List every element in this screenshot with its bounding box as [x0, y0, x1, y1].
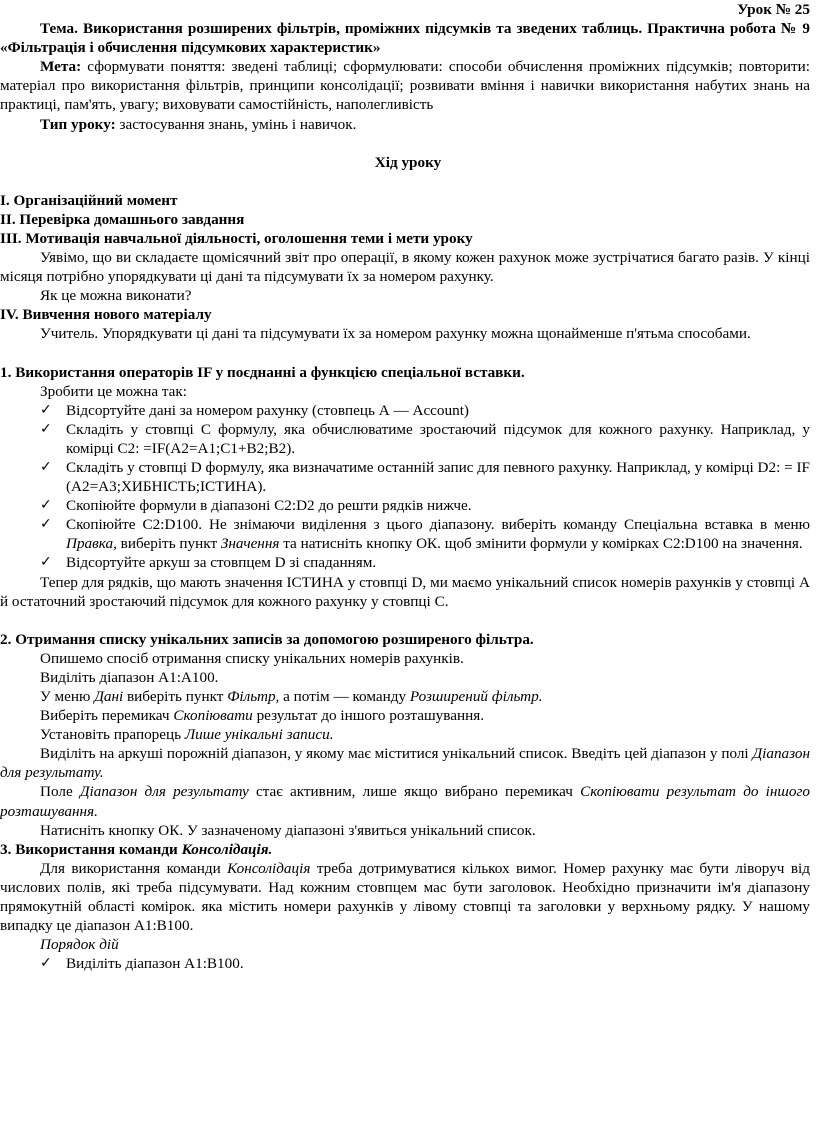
command-name: Розширений фільтр. [409, 688, 543, 705]
checkmark-icon: ✓ [40, 554, 52, 571]
menu-item-name: Значення [220, 535, 280, 553]
section-2-line-6 [0, 744, 816, 782]
stage-3-question: Як це можна виконати? [40, 287, 192, 305]
list-item-text: Скопіюйте формули в діапазоні C2:D2 до решти рядків нижче. [66, 497, 472, 515]
topic-text: Використання розширених фільтрів, проміжних підсумків та зведених таблиць. Практична робота № 9 «Фільтрація і обчислення підсумкових характеристик» [0, 20, 811, 57]
field-name: Діапазон для результату. [0, 745, 810, 782]
lesson-type-label: Тип уроку: [40, 115, 116, 133]
switch-name: Скопіювати [173, 707, 253, 725]
section-1-steps [0, 401, 816, 573]
list-item-text: Відсортуйте дані за номером рахунку (стовпець А — Account) [66, 401, 469, 419]
menu-item-name: Фільтр, [227, 688, 280, 705]
spacer [0, 172, 816, 191]
section-2-line-1: Опишемо спосіб отримання списку унікальних номерів рахунків. [40, 649, 464, 667]
text: стає активним, лише якщо вибрано перемикач [248, 783, 581, 801]
checkmark-icon: ✓ [40, 401, 52, 418]
list-item-text: виберіть пункт [116, 535, 221, 553]
section-3-steps [0, 954, 816, 973]
text: 3. Використання команди [0, 840, 182, 858]
text: виберіть пункт [123, 688, 228, 705]
command-name: Консолідація [227, 859, 311, 877]
list-item [40, 496, 810, 515]
section-2-line-2: Виділіть діапазон А1:А100. [40, 668, 219, 686]
checkmark-icon: ✓ [40, 420, 52, 437]
stage-1-heading: I. Організаційний момент [0, 191, 178, 209]
section-2-heading: 2. Отримання списку унікальних записів за допомогою розширеного фільтра. [0, 630, 534, 648]
stage-3-heading: III. Мотивація навчальної діяльності, оголошення теми і мети уроку [0, 229, 473, 247]
section-2-line-8: Натисніть кнопку ОК. У зазначеному діапазоні з'явиться унікальний список. [40, 821, 536, 839]
stage-4-heading: IV. Вивчення нового матеріалу [0, 306, 212, 324]
list-item [40, 420, 810, 458]
list-item [40, 458, 810, 496]
spacer [0, 344, 816, 363]
section-3-order-label: Порядок дій [40, 936, 119, 954]
stage-3-paragraph: Уявімо, що ви складаєте щомісячний звіт про операції, в якому кожен рахунок може зустрічатися багато разів. У кінці місяця потрібно упорядкувати ці дані та підсумувати їх за номером рахунку. [0, 249, 810, 286]
text: Виберіть перемикач [40, 707, 174, 725]
text: треба дотримуватися кількох вимог. Номер рахунку має бути ліворуч від числових полів, які треба підсумувати. Над кожним стовпцем мас бути заголовок. Необхідно призначити ім'я діапазону прямокутній області комірок. яка містить номери рахунків у лівому стовпці та заголовки у верхньому рядку. У нашому випадку це діапазон A1:B100. [0, 859, 810, 935]
checkmark-icon: ✓ [40, 497, 52, 514]
goal-label: Мета: [40, 58, 82, 76]
menu-name: Правка, [66, 535, 117, 553]
section-3-paragraph [0, 859, 816, 935]
section-1-intro: Зробити це можна так: [40, 382, 188, 400]
stage-4-paragraph: Учитель. Упорядкувати ці дані та підсумувати їх за номером рахунку можна щонайменше п'ятьма способами. [40, 325, 751, 343]
topic-paragraph [0, 19, 816, 57]
menu-name: Дані [94, 688, 124, 705]
field-name: Діапазон для результату [79, 783, 249, 801]
lesson-number: Урок № 25 [737, 1, 810, 18]
text: Установіть прапорець [40, 726, 185, 744]
text: результат до іншого розташування. [252, 707, 485, 725]
section-2-line-5 [0, 725, 816, 744]
checkmark-icon: ✓ [40, 516, 52, 533]
goal-paragraph [0, 57, 816, 114]
stage-2-heading: II. Перевірка домашнього завдання [0, 210, 245, 228]
course-title: Хід уроку [374, 153, 442, 171]
list-item-text: Скопіюйте C2:D100. Не знімаючи виділення з цього діапазону. виберіть команду Спеціальна вставка в меню [66, 516, 810, 534]
list-item-text: Виділіть діапазон A1:B100. [66, 955, 244, 973]
text: Поле [40, 783, 80, 801]
list-item [40, 515, 810, 553]
list-item [40, 954, 810, 973]
text: У меню [40, 688, 95, 705]
section-1-outro: Тепер для рядків, що мають значення ІСТИНА у стовпці D, ми маємо унікальний список номерів рахунків у стовпці А й остаточний зростаючий підсумок для кожного рахунку у стовпці C. [0, 573, 810, 610]
lesson-type-paragraph [0, 115, 816, 134]
checkbox-name: Лише унікальні записи. [184, 726, 334, 744]
spacer [0, 134, 816, 153]
section-2-line-3 [0, 687, 816, 706]
spacer [0, 611, 816, 630]
list-item-text: та натисніть кнопку ОК. щоб змінити формули у комірках C2:D100 на значення. [279, 535, 803, 553]
list-item [40, 401, 810, 420]
checkmark-icon: ✓ [40, 458, 52, 475]
list-item-text: Складіть у стовпці C формулу, яка обчислюватиме зростаючий підсумок для кожного рахунку. Наприклад, у комірці C2: =IF(A2=A1;C1+B2;B2). [66, 420, 810, 457]
topic-label: Тема. [40, 20, 78, 38]
command-name: Консолідація. [181, 840, 273, 858]
section-3-heading [0, 840, 816, 859]
text: Виділіть на аркуші порожній діапазон, у якому має міститися унікальний список. Введіть цей діапазон у полі [40, 745, 753, 763]
section-2-line-4 [0, 706, 816, 725]
switch-name: Скопіювати результат до іншого розташування. [0, 783, 810, 820]
text: Для використання команди [40, 859, 228, 877]
checkmark-icon: ✓ [40, 955, 52, 972]
list-item [40, 553, 810, 572]
list-item-text: Відсортуйте аркуш за стовпцем D зі спаданням. [66, 554, 377, 572]
goal-text: сформувати поняття: зведені таблиці; сформулювати: способи обчислення проміжних підсумків; повторити: матеріал про використання фільтрів, принципи консолідації; розвивати вміння і навички використання набутих знань на практиці, пам'ять, увагу; виховувати самостійність, наполегливість [0, 58, 811, 114]
text: а потім — команду [279, 688, 410, 705]
section-1-heading: 1. Використання операторів IF у поєднанні а функцією спеціальної вставки. [0, 363, 525, 381]
lesson-type-text: застосування знань, умінь і навичок. [119, 115, 357, 133]
list-item-text: Складіть у стовпці D формулу, яка визначатиме останній запис для певного рахунку. Наприклад, у комірці D2: = IF (A2=A3;ХИБНІСТЬ;ІСТИНА). [66, 458, 810, 496]
section-2-line-7 [0, 782, 816, 820]
